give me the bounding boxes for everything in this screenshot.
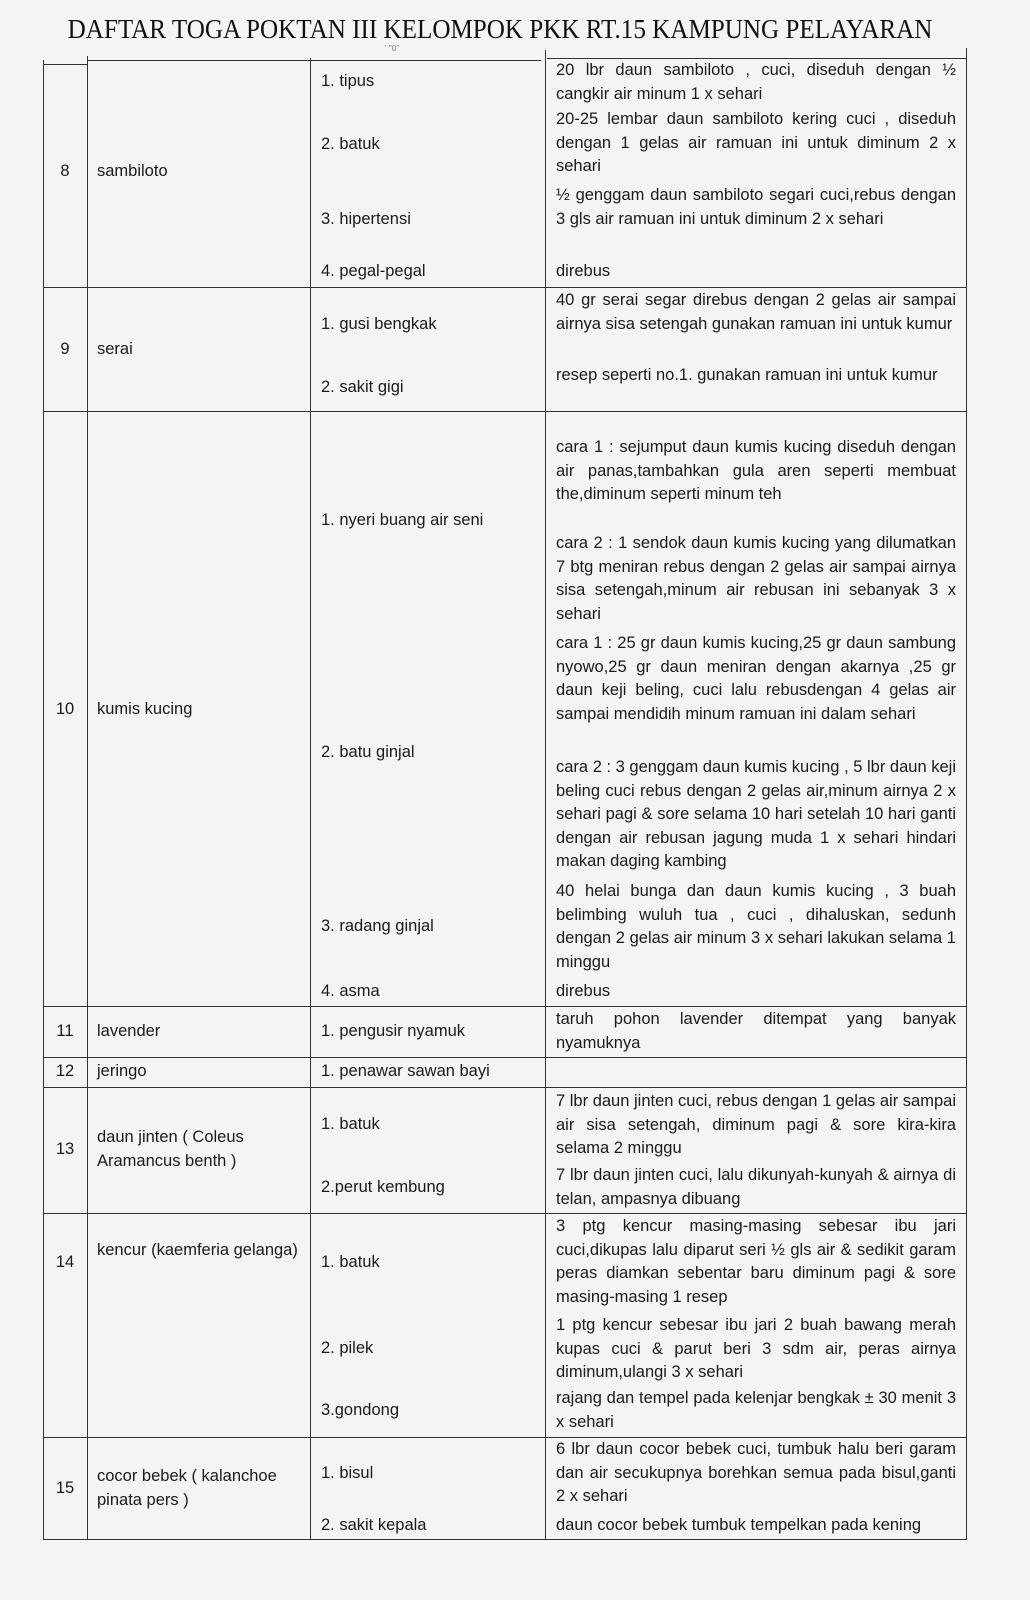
use-label: 4. pegal-pegal	[321, 262, 426, 280]
use-label: 1. batuk	[321, 1253, 380, 1271]
recipe-text: 6 lbr daun cocor bebek cuci, tumbuk halu beri garam dan air secukupnya borehkan semua pada bisul,ganti 2 x sehari	[556, 1440, 956, 1505]
recipe-text: rajang dan tempel pada kelenjar bengkak ± 30 menit 3 x sehari	[556, 1389, 956, 1431]
recipe-text: cara 1 : sejumput daun kumis kucing diseduh dengan air panas,tambahkan gula aren seperti membuat the,diminum seperti minum teh	[556, 438, 956, 503]
row-number: 15	[55, 1479, 75, 1497]
row-divider	[43, 1087, 967, 1088]
recipe-text: 7 lbr daun jinten cuci, lalu dikunyah-kunyah & airnya di telan, ampasnya dibuang	[556, 1166, 956, 1208]
use-label: 1. tipus	[321, 72, 375, 90]
use-label: 1. batuk	[321, 1115, 380, 1133]
recipe-text: ½ genggam daun sambiloto segari cuci,rebus dengan 3 gls air ramuan ini untuk diminum 2 x sehari	[556, 186, 956, 228]
plant-name: sambiloto	[97, 162, 168, 180]
row-divider	[43, 1006, 967, 1007]
use-label: 1. nyeri buang air seni	[321, 511, 484, 529]
row-divider	[43, 1057, 967, 1058]
col-divider-3	[545, 50, 546, 1539]
recipe-text: cara 2 : 1 sendok daun kumis kucing yang dilumatkan 7 btg meniran rebus dengan 2 gelas air sampai airnya sisa setengah,minum air rebusan ini sebanyak 3 x sehari	[556, 534, 956, 623]
row-divider	[43, 287, 967, 288]
plant-name: kencur (kaemferia gelanga)	[97, 1241, 298, 1259]
recipe-text: 1 ptg kencur sebesar ibu jari 2 buah bawang merah kupas cuci & parut beri 3 sdm air, peras airnya diminum,ulangi 3 x sehari	[556, 1316, 956, 1381]
use-label: 4. asma	[321, 982, 380, 1000]
recipe-text: 20 lbr daun sambiloto , cuci, diseduh dengan ½ cangkir air minum 1 x sehari	[556, 61, 956, 103]
row-number: 13	[55, 1140, 75, 1158]
table-left-border	[43, 60, 44, 1539]
recipe-text: 40 gr serai segar direbus dengan 2 gelas air sampai airnya sisa setengah gunakan ramuan ini untuk kumur	[556, 291, 956, 333]
recipe-text: 3 ptg kencur masing-masing sebesar ibu jari cuci,dikupas lalu diparut seri ½ gls air & sedikit garam peras diamkan sebentar baru diminum pagi & sore masing-masing 1 resep	[556, 1217, 956, 1306]
recipe-text: direbus	[556, 982, 611, 1000]
table-top-border-left	[43, 64, 87, 65]
recipe-text: 20-25 lembar daun sambiloto kering cuci , diseduh dengan 1 gelas air ramuan ini untuk diminum 2 x sehari	[556, 110, 956, 175]
table-right-border	[966, 48, 967, 1539]
recipe-text: taruh pohon lavender ditempat yang banyak nyamuknya	[556, 1010, 956, 1052]
row-number: 12	[55, 1062, 75, 1080]
use-label: 3. hipertensi	[321, 210, 411, 228]
plant-name: daun jinten ( Coleus Aramancus benth )	[97, 1128, 244, 1170]
plant-name: cocor bebek ( kalanchoe pinata pers )	[97, 1467, 277, 1509]
plant-name: jeringo	[97, 1062, 147, 1080]
use-label: 1. bisul	[321, 1464, 374, 1482]
row-divider	[43, 411, 967, 412]
use-label: 2. sakit kepala	[321, 1516, 427, 1534]
use-label: 3. radang ginjal	[321, 917, 434, 935]
table-bottom-border	[43, 1539, 967, 1540]
use-label: 1. gusi bengkak	[321, 315, 437, 333]
recipe-text: 7 lbr daun jinten cuci, rebus dengan 1 gelas air sampai air sisa setengah, diminum pagi & sore kira-kira selama 2 minggu	[556, 1092, 956, 1157]
plant-name: kumis kucing	[97, 700, 193, 718]
recipe-text: direbus	[556, 262, 611, 280]
recipe-text: resep seperti no.1. gunakan ramuan ini untuk kumur	[556, 366, 938, 384]
row-number: 14	[55, 1253, 75, 1271]
use-label: 2. pilek	[321, 1339, 374, 1357]
use-label: 1. penawar sawan bayi	[321, 1062, 490, 1080]
col-divider-2	[310, 58, 311, 1539]
recipe-text: cara 2 : 3 genggam daun kumis kucing , 5 lbr daun keji beling cuci rebus dengan 2 gelas air,minum airnya 2 x sehari pagi & sore selama 10 hari setelah 10 hari ganti dengan air rebusan jagung muda 1 x sehari hindari makan daging kambing	[556, 758, 956, 870]
plant-name: lavender	[97, 1022, 161, 1040]
row-number: 10	[55, 700, 75, 718]
use-label: 2. batu ginjal	[321, 743, 415, 761]
row-number: 11	[56, 1022, 74, 1040]
use-label: 2. sakit gigi	[321, 378, 404, 396]
col-divider-1	[87, 56, 88, 1539]
row-number: 9	[60, 340, 70, 358]
plant-name: serai	[97, 340, 133, 358]
row-divider	[43, 1213, 967, 1214]
row-number: 8	[60, 162, 70, 180]
table-top-border	[87, 60, 541, 61]
use-label: 1. pengusir nyamuk	[321, 1022, 465, 1040]
header-fragment: ' ''0''	[385, 44, 400, 53]
recipe-text: daun cocor bebek tumbuk tempelkan pada kening	[556, 1516, 922, 1534]
recipe-text: 40 helai bunga dan daun kumis kucing , 3 buah belimbing wuluh tua , cuci , dihaluskan, sedunh dengan 2 gelas air minum 3 x sehari lakukan selama 1 minggu	[556, 882, 956, 971]
document-title: DAFTAR TOGA POKTAN III KELOMPOK PKK RT.15 KAMPUNG PELAYARAN	[67, 14, 933, 44]
use-label: 2.perut kembung	[321, 1178, 445, 1196]
recipe-text: cara 1 : 25 gr daun kumis kucing,25 gr daun sambung nyowo,25 gr daun meniran dengan akarnya ,25 gr daun keji beling, cuci lalu rebusdengan 4 gelas air sampai mendidih minum ramuan ini dalam sehari	[556, 634, 956, 723]
use-label: 3.gondong	[321, 1401, 399, 1419]
use-label: 2. batuk	[321, 135, 380, 153]
